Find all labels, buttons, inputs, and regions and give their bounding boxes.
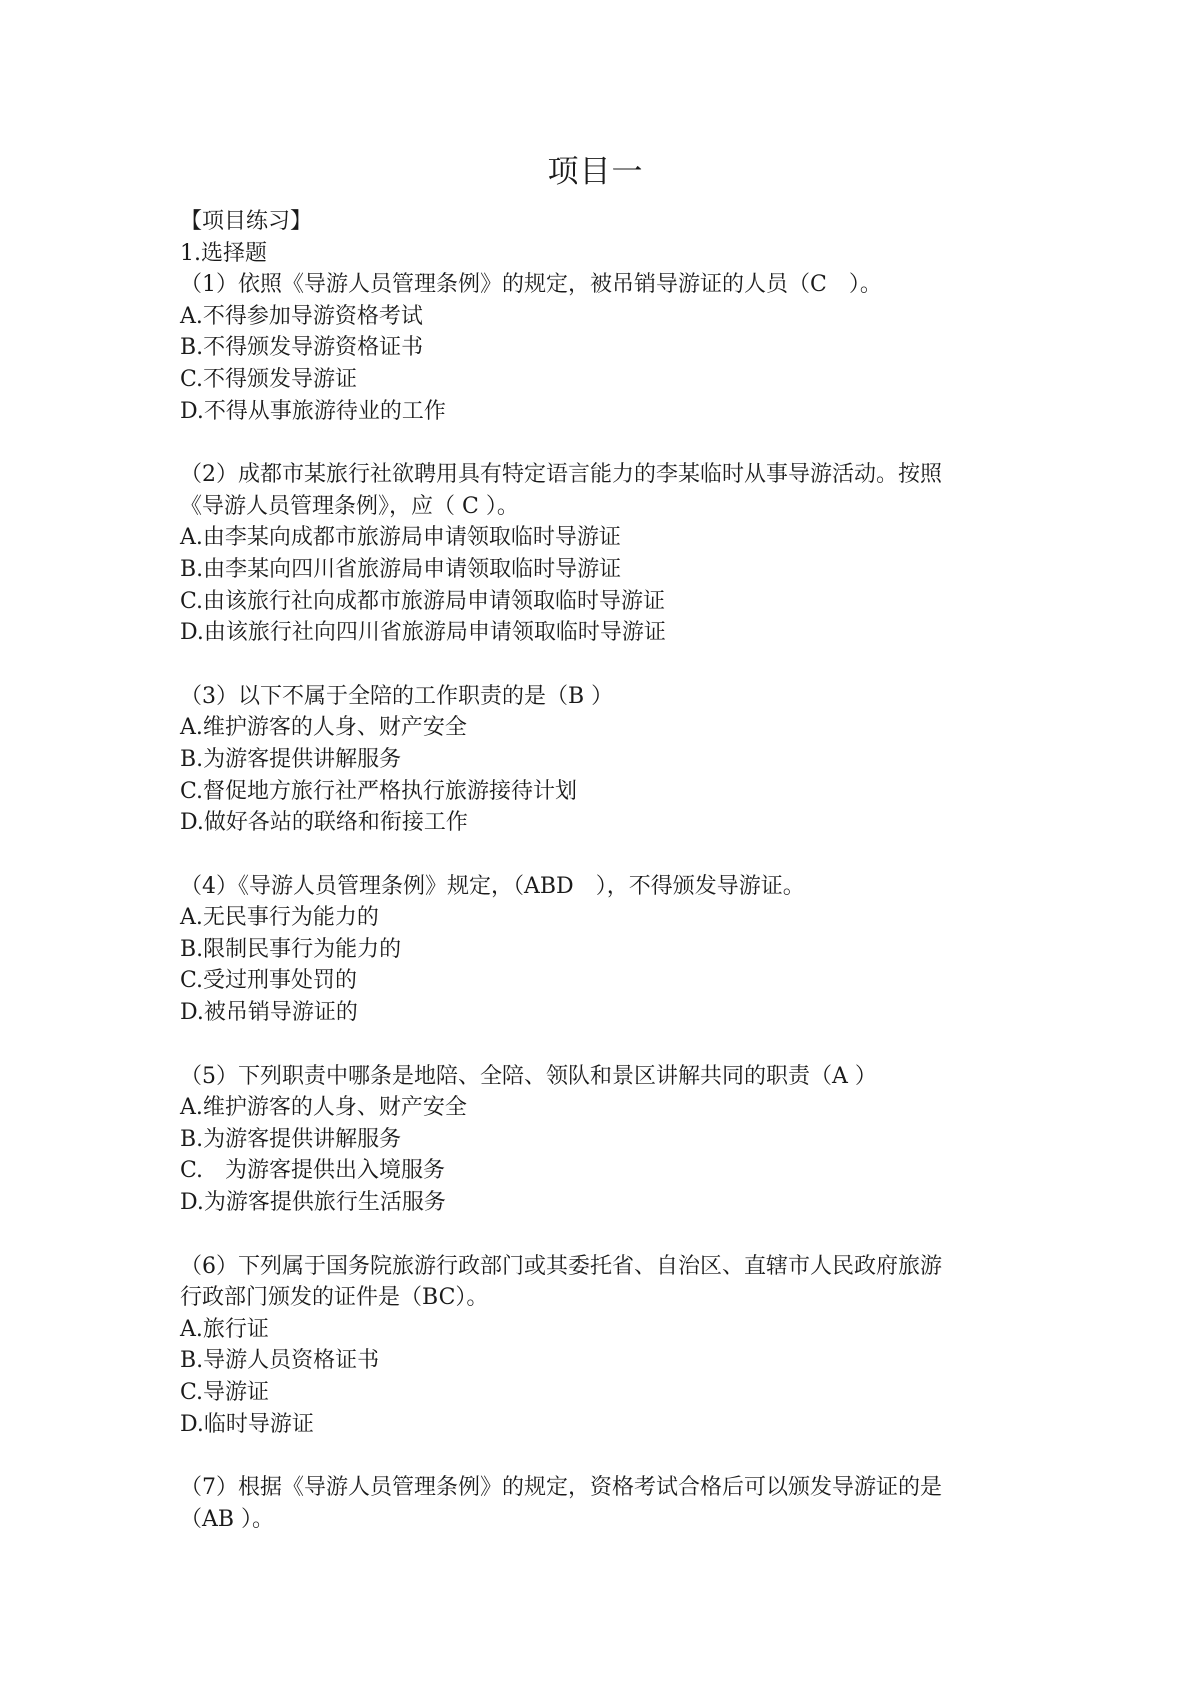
option-d: D.临时导游证 bbox=[180, 1411, 314, 1437]
question-stem: （6）下列属于国务院旅游行政部门或其委托省、自治区、直辖市人民政府旅游 bbox=[180, 1253, 942, 1279]
question-2 bbox=[180, 459, 1020, 649]
option-a: A.由李某向成都市旅游局申请领取临时导游证 bbox=[180, 525, 621, 551]
option-b: B.不得颁发导游资格证书 bbox=[180, 335, 424, 361]
question-7 bbox=[180, 1472, 1020, 1535]
option-d: D.被吊销导游证的 bbox=[180, 1000, 358, 1026]
option-b: B.限制民事行为能力的 bbox=[180, 936, 402, 962]
question-stem: （3）以下不属于全陪的工作职责的是（B ） bbox=[180, 683, 614, 709]
question-stem-continued: 《导游人员管理条例》，应（ C ）。 bbox=[180, 493, 519, 519]
section-heading: 【项目练习】 bbox=[180, 209, 313, 234]
option-d: D.做好各站的联络和衔接工作 bbox=[180, 810, 468, 836]
question-stem: （4）《导游人员管理条例》规定，（ABD ），不得颁发导游证。 bbox=[180, 873, 805, 899]
option-a: A.不得参加导游资格考试 bbox=[180, 303, 423, 329]
question-5 bbox=[180, 1061, 1020, 1219]
question-1 bbox=[180, 269, 1020, 427]
question-stem: （5）下列职责中哪条是地陪、全陪、领队和景区讲解共同的职责（A ） bbox=[180, 1063, 877, 1089]
option-c: C.受过刑事处罚的 bbox=[180, 968, 358, 994]
option-b: B.为游客提供讲解服务 bbox=[180, 746, 402, 772]
option-d: D.为游客提供旅行生活服务 bbox=[180, 1190, 446, 1216]
page-title: 项目一 bbox=[547, 154, 644, 190]
option-c: C.不得颁发导游证 bbox=[180, 366, 358, 392]
document-body bbox=[180, 206, 1020, 1535]
option-c: C. 为游客提供出入境服务 bbox=[180, 1158, 446, 1184]
question-stem-continued: 行政部门颁发的证件是（BC）。 bbox=[180, 1285, 489, 1311]
question-stem: （7）根据《导游人员管理条例》的规定，资格考试合格后可以颁发导游证的是 bbox=[180, 1475, 942, 1501]
option-b: B.由李某向四川省旅游局申请领取临时导游证 bbox=[180, 556, 622, 582]
subsection-heading: 1.选择题 bbox=[180, 240, 267, 266]
question-4 bbox=[180, 871, 1020, 1029]
option-a: A.旅行证 bbox=[180, 1316, 269, 1342]
option-d: D.不得从事旅游待业的工作 bbox=[180, 398, 446, 424]
option-d: D.由该旅行社向四川省旅游局申请领取临时导游证 bbox=[180, 620, 666, 646]
question-6 bbox=[180, 1251, 1020, 1441]
option-a: A.维护游客的人身、财产安全 bbox=[180, 715, 467, 741]
option-b: B.为游客提供讲解服务 bbox=[180, 1126, 402, 1152]
question-stem: （2）成都市某旅行社欲聘用具有特定语言能力的李某临时从事导游活动。按照 bbox=[180, 462, 942, 488]
option-a: A.维护游客的人身、财产安全 bbox=[180, 1095, 467, 1121]
option-c: C.导游证 bbox=[180, 1380, 270, 1405]
option-c: C.督促地方旅行社严格执行旅游接待计划 bbox=[180, 778, 578, 804]
question-stem: （1）依照《导游人员管理条例》的规定，被吊销导游证的人员（C ）。 bbox=[180, 272, 882, 298]
option-b: B.导游人员资格证书 bbox=[180, 1348, 380, 1374]
option-c: C.由该旅行社向成都市旅游局申请领取临时导游证 bbox=[180, 588, 666, 614]
option-a: A.无民事行为能力的 bbox=[180, 905, 379, 931]
question-3 bbox=[180, 681, 1020, 839]
question-stem-continued: （AB ）。 bbox=[180, 1506, 275, 1532]
